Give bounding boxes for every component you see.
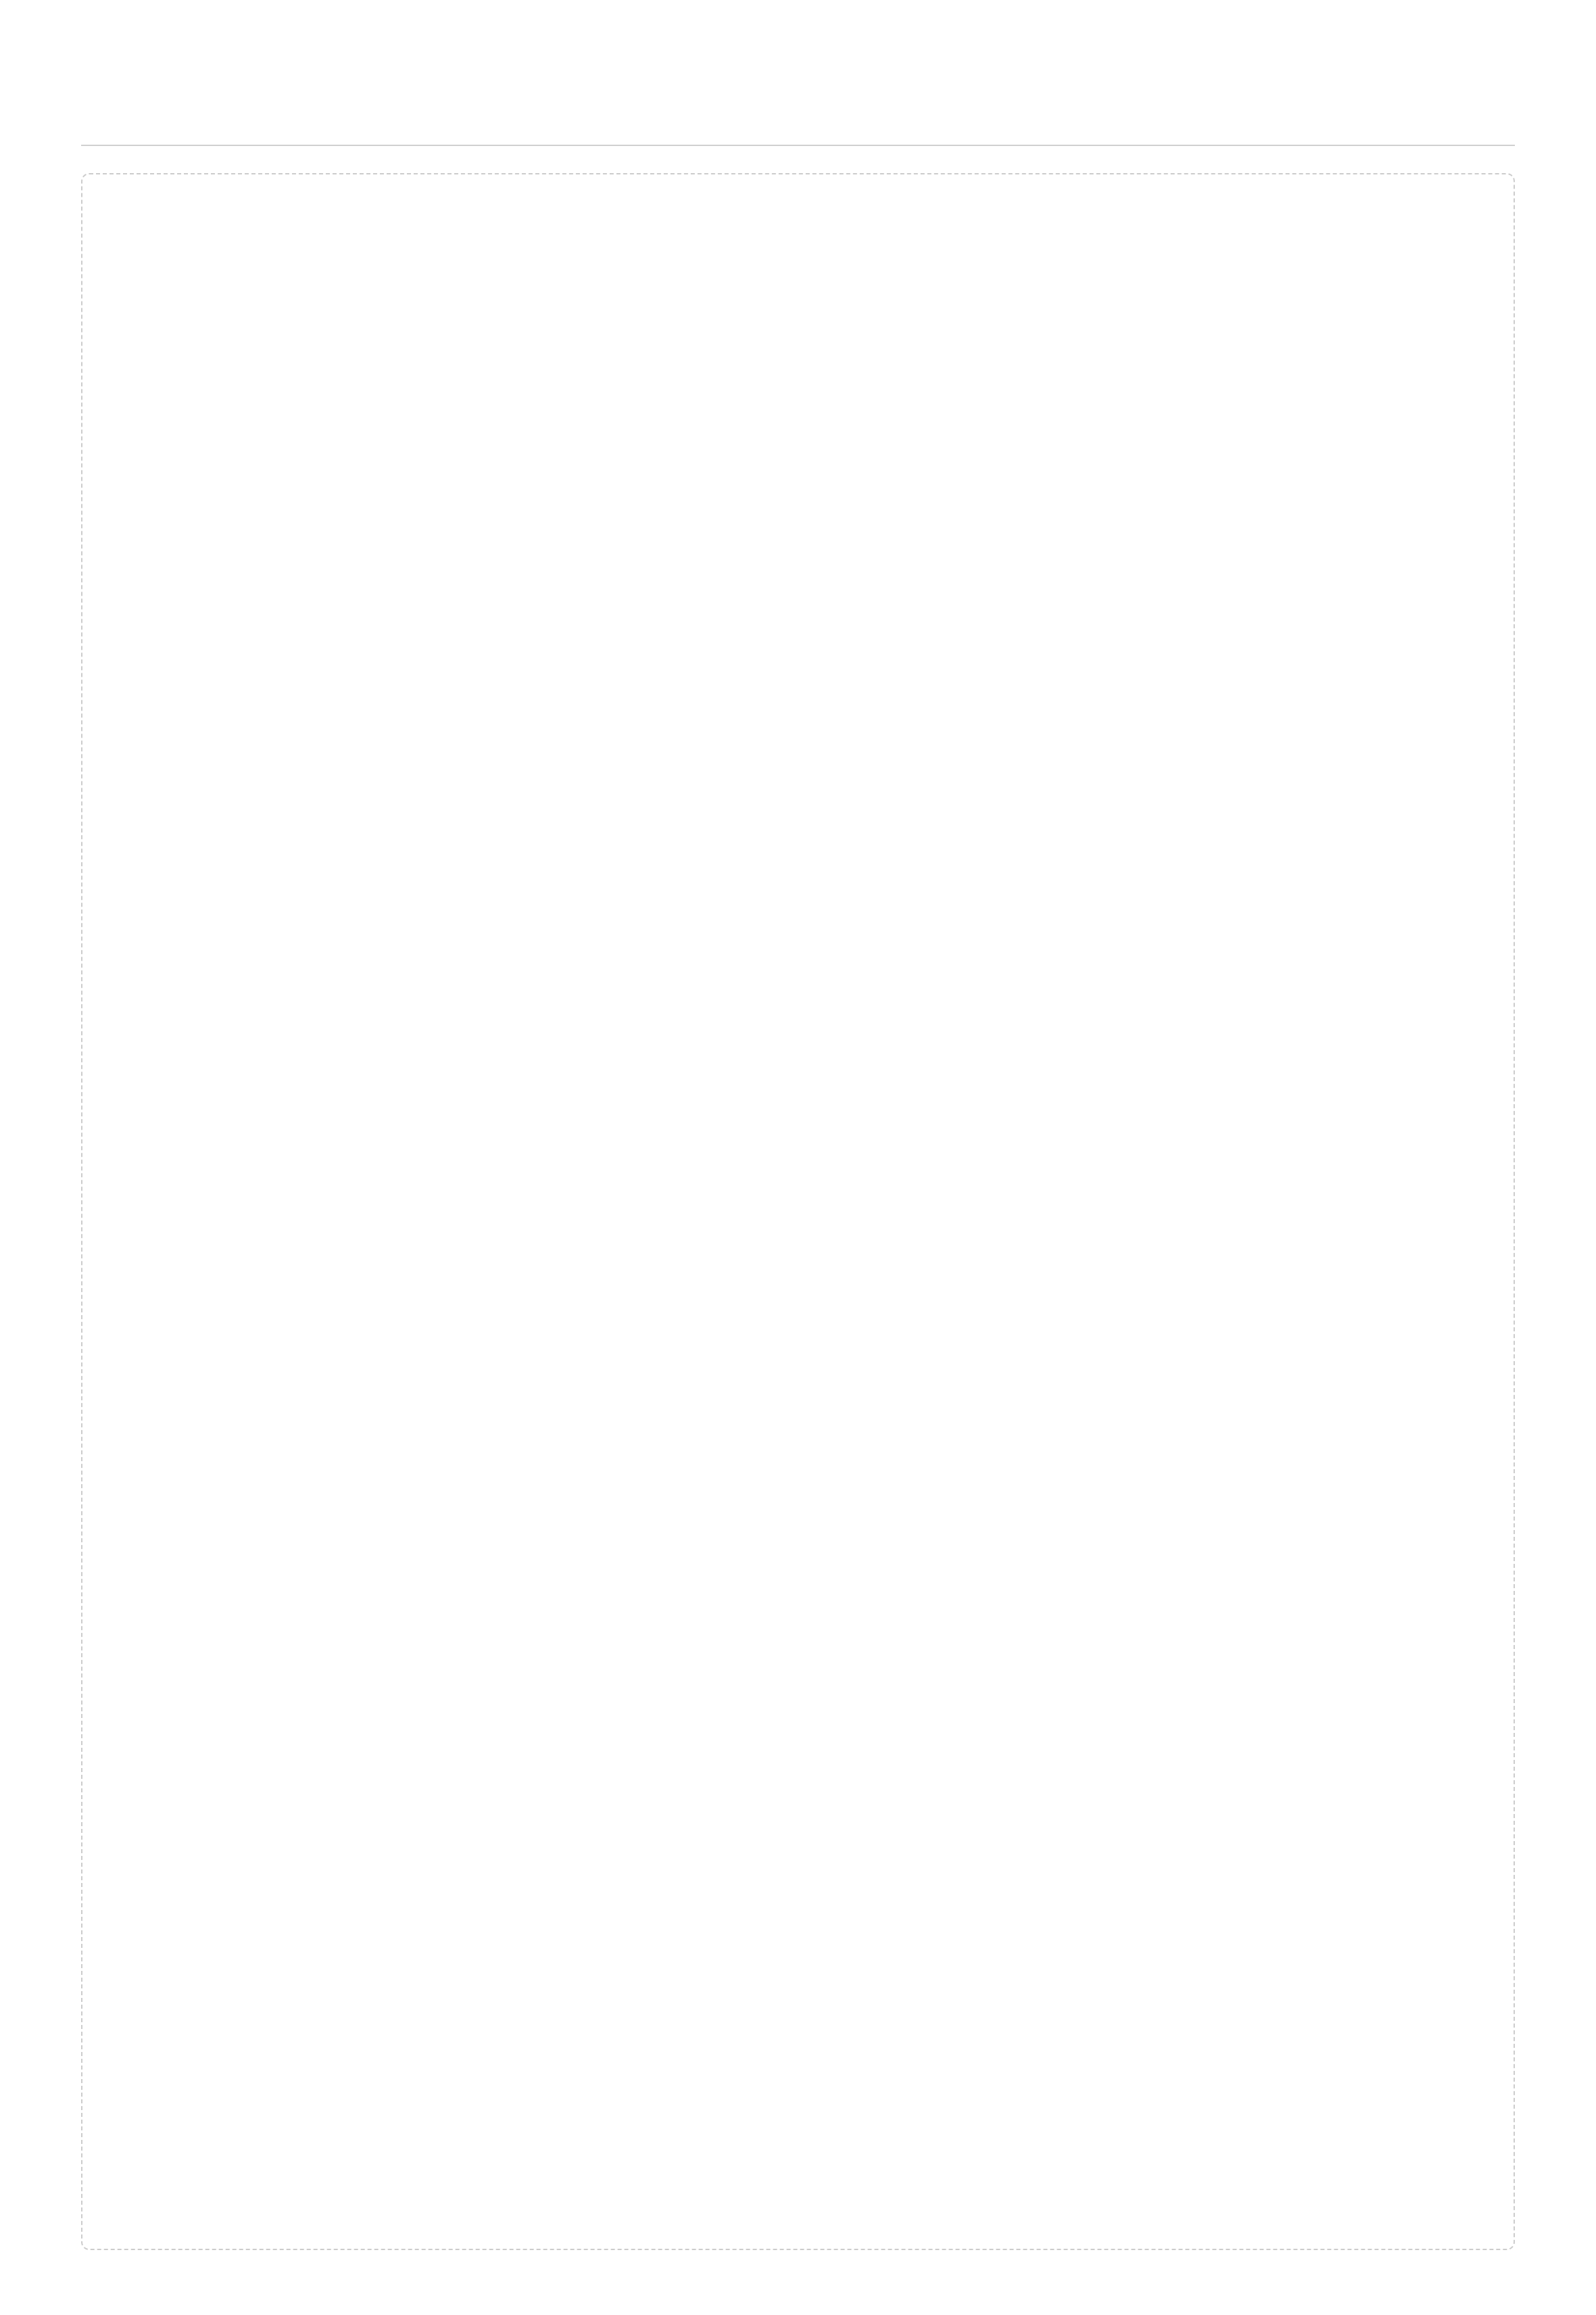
page-header — [81, 65, 1515, 146]
main-content — [81, 173, 1515, 2250]
